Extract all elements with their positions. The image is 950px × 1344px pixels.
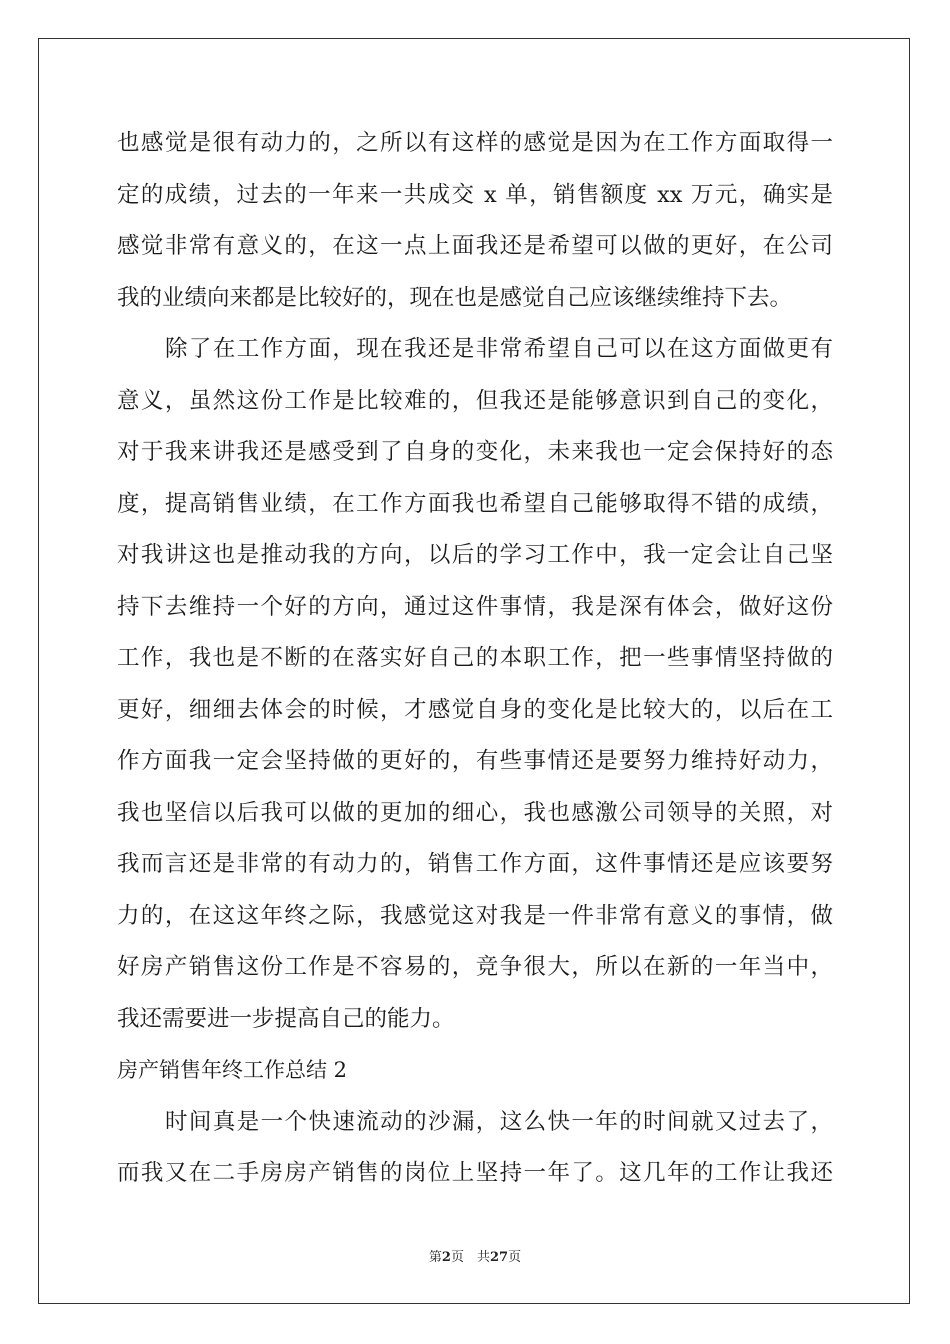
text-line: 我而言还是非常的有动力的，销售工作方面，这件事情还是应该要努: [117, 851, 833, 877]
total-pages-number: 27: [489, 1250, 509, 1265]
text-line: 度，提高销售业绩，在工作方面我也希望自己能够取得不错的成绩，: [117, 490, 833, 517]
text-line: 好房产销售这份工作是不容易的，竞争很大，所以在新的一年当中，: [117, 954, 833, 980]
page-footer: [0, 1246, 950, 1265]
text-line: 而我又在二手房房产销售的岗位上坚持一年了。这几年的工作让我还: [117, 1160, 833, 1186]
footer-mid: 页 共: [450, 1250, 490, 1265]
text-line: 更好，细细去体会的时候，才感觉自身的变化是比较大的，以后在工: [117, 696, 833, 723]
text-line: 我还需要进一步提高自己的能力。: [117, 1005, 455, 1032]
text-line: 时间真是一个快速流动的沙漏，这么快一年的时间就又过去了，: [165, 1108, 833, 1135]
text-line: 也感觉是很有动力的，之所以有这样的感觉是因为在工作方面取得一: [117, 130, 833, 156]
text-line: 作方面我一定会坚持做的更好的，有些事情还是要努力维持好动力，: [117, 748, 833, 774]
text-line: 对我讲这也是推动我的方向，以后的学习工作中，我一定会让自己坚: [117, 542, 833, 568]
footer-prefix: 第: [428, 1250, 442, 1265]
text-line: 持下去维持一个好的方向，通过这件事情，我是深有体会，做好这份: [117, 593, 833, 620]
text-line: 定的成绩，过去的一年来一共成交 x 单，销售额度 xx 万元，确实是: [117, 181, 833, 208]
text-line: 我的业绩向来都是比较好的，现在也是感觉自己应该继续维持下去。: [117, 284, 793, 311]
footer-suffix: 页: [508, 1250, 522, 1265]
current-page-number: 2: [441, 1250, 451, 1265]
text-line: 对于我来讲我还是感受到了自身的变化，未来我也一定会保持好的态: [117, 439, 833, 465]
text-line: 除了在工作方面，现在我还是非常希望自己可以在这方面做更有: [165, 336, 833, 362]
text-line: 意义，虽然这份工作是比较难的，但我还是能够意识到自己的变化，: [117, 387, 833, 414]
text-line: 工作，我也是不断的在落实好自己的本职工作，把一些事情坚持做的: [117, 645, 833, 671]
document-body: [117, 118, 833, 1200]
text-line: 感觉非常有意义的，在这一点上面我还是希望可以做的更好，在公司: [117, 233, 833, 259]
section-heading: 房产销售年终工作总结 2: [117, 1058, 348, 1082]
text-line: 力的，在这这年终之际，我感觉这对我是一件非常有意义的事情，做: [117, 902, 833, 929]
text-line: 我也坚信以后我可以做的更加的细心，我也感激公司领导的关照，对: [117, 799, 833, 826]
